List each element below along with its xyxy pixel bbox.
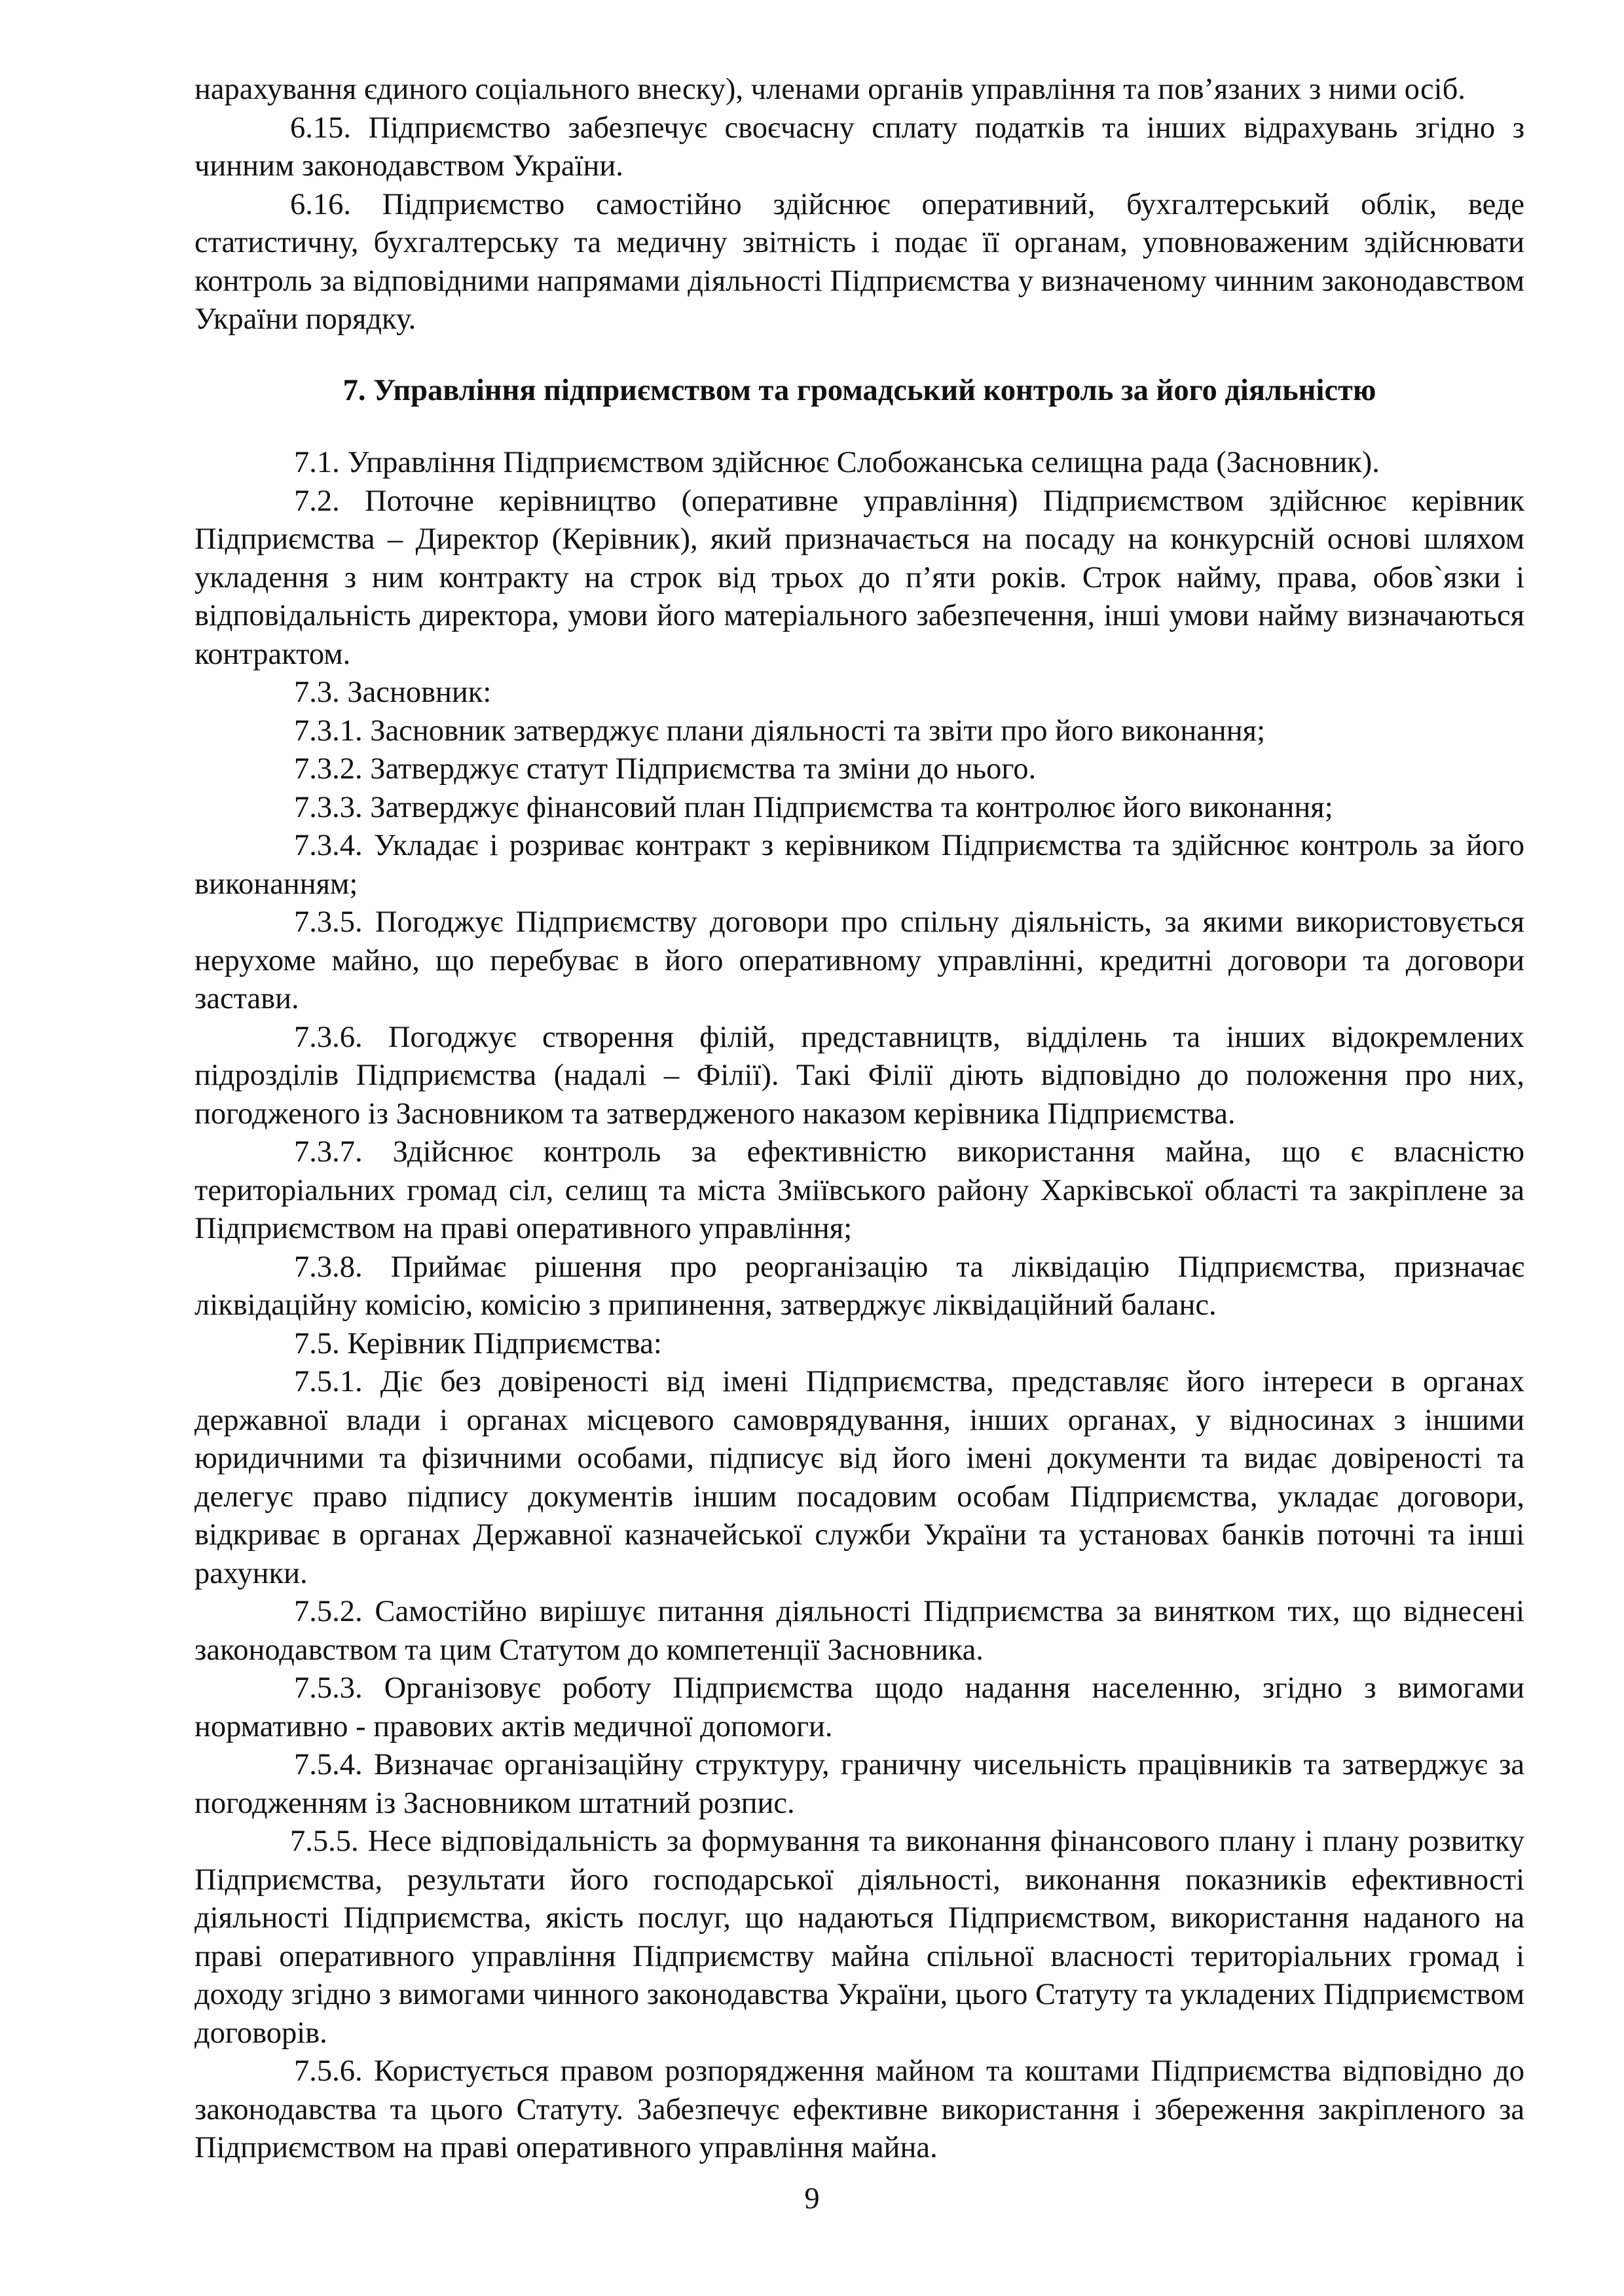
- paragraph-7-3-7: 7.3.7. Здійснює контроль за ефективністю використання майна, що є власністю територіальних громад сіл, селищ та міста Зміївського району Харківської області та закріплене за Підприємством на праві оперативного управління;: [194, 1135, 1524, 1245]
- paragraph-7-5-3: 7.5.3. Організовує роботу Підприємства щодо надання населенню, згідно з вимогами нормативно - правових актів медичної допомоги.: [194, 1671, 1524, 1743]
- paragraph-7-5-1: 7.5.1. Діє без довіреності від імені Підприємства, представляє його інтереси в органах державної влади і органах місцевого самоврядування, інших органах, у відносинах з іншими юридичними та фізичними особами, підписує від його імені документи та видає довіреності та делегує право підпису документів іншим посадовим особам Підприємства, укладає договори, відкриває в органах Державної казначейської служби України та установах банків поточні та інші рахунки.: [194, 1365, 1524, 1590]
- paragraph-7-3-8: 7.3.8. Приймає рішення про реорганізацію та ліквідацію Підприємства, призначає ліквідаційну комісію, комісію з припинення, затверджує ліквідаційний баланс.: [194, 1250, 1524, 1322]
- paragraph-7-3-1: 7.3.1. Засновник затверджує плани діяльності та звіти про його виконання;: [294, 714, 1265, 748]
- paragraph-7-2: 7.2. Поточне керівництво (оперативне управління) Підприємством здійснює керівник Підприємства – Директор (Керівник), який призначається на посаду на конкурсній основі шляхом укладення з ним контракту на строк від трьох до п’яти років. Строк найму, права, обов`язки і відповідальність директора, умови його матеріального забезпечення, інші умови найму визначаються контрактом.: [194, 484, 1524, 671]
- paragraph-7-3-6: 7.3.6. Погоджує створення філій, представництв, відділень та інших відокремлених підрозділів Підприємства (надалі – Філії). Такі Філії діють відповідно до положення про них, погодженого із Засновником та затвердженого наказом керівника Підприємства.: [194, 1020, 1524, 1131]
- paragraph-7-5-2: 7.5.2. Самостійно вирішує питання діяльності Підприємства за винятком тих, що віднесені законодавством та цим Статутом до компетенції Засновника.: [194, 1595, 1524, 1667]
- paragraph-7-3-5: 7.3.5. Погоджує Підприємству договори про спільну діяльність, за якими використовується нерухоме майно, що перебуває в його оперативному управлінні, кредитні договори та договори застави.: [194, 905, 1524, 1015]
- paragraph-7-5-5: 7.5.5. Несе відповідальність за формування та виконання фінансового плану і плану розвитку Підприємства, результати його господарської діяльності, виконання показників ефективності діяльності Підприємства, якість послуг, що надаються Підприємством, використання наданого на праві оперативного управління Підприємству майна спільної власності територіальних громад і доходу згідно з вимогами чинного законодавства України, цього Статуту та укладених Підприємством договорів.: [194, 1825, 1524, 2050]
- paragraph-7-1: 7.1. Управління Підприємством здійснює Слобожанська селищна рада (Засновник).: [294, 446, 1380, 479]
- paragraph-7-3-4: 7.3.4. Укладає і розриває контракт з керівником Підприємства та здійснює контроль за його виконанням;: [194, 829, 1524, 901]
- page-number: 9: [804, 2182, 820, 2215]
- paragraph-continuation: нарахування єдиного соціального внеску), членами органів управління та пов’язаних з ними осіб.: [194, 73, 1466, 106]
- paragraph-7-3-3: 7.3.3. Затверджує фінансовий план Підприємства та контролює його виконання;: [294, 790, 1333, 824]
- section-heading: 7. Управління підприємством та громадський контроль за його діяльністю: [342, 373, 1376, 407]
- paragraph-7-5-4: 7.5.4. Визначає організаційну структуру, граничну чисельність працівників та затверджує за погодженням із Засновником штатний розпис.: [194, 1748, 1524, 1820]
- paragraph-6-15: 6.15. Підприємство забезпечує своєчасну сплату податків та інших відрахувань згідно з чинним законодавством України.: [194, 111, 1524, 183]
- paragraph-7-3-2: 7.3.2. Затверджує статут Підприємства та зміни до нього.: [294, 752, 1037, 786]
- paragraph-6-16: 6.16. Підприємство самостійно здійснює оперативний, бухгалтерський облік, веде статистичну, бухгалтерську та медичну звітність і подає її органам, уповноваженим здійснювати контроль за відповідними напрямами діяльності Підприємства у визначеному чинним законодавством України порядку.: [194, 187, 1524, 336]
- document-page: [194, 71, 1524, 2168]
- paragraph-7-5: 7.5. Керівник Підприємства:: [294, 1326, 662, 1360]
- paragraph-7-3: 7.3. Засновник:: [294, 676, 492, 709]
- paragraph-7-5-6: 7.5.6. Користується правом розпорядження майном та коштами Підприємства відповідно до законодавства та цього Статуту. Забезпечує ефективне використання і збереження закріпленого за Підприємством на праві оперативного управління майна.: [194, 2054, 1524, 2164]
